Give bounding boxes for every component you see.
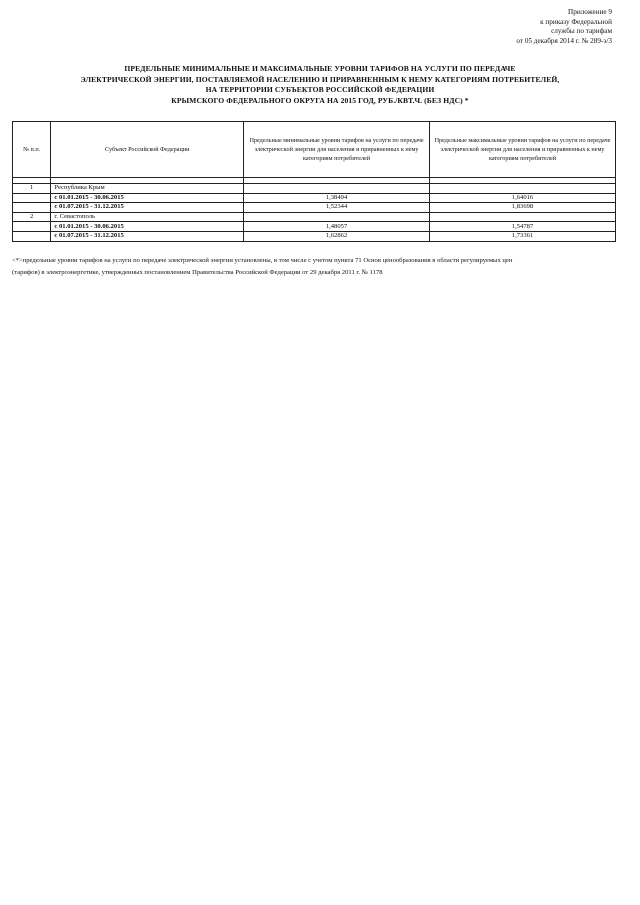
title-line: КРЫМСКОГО ФЕДЕРАЛЬНОГО ОКРУГА НА 2015 ГОД, РУБ./КВТ.Ч. (БЕЗ НДС) *: [171, 95, 469, 105]
cell-num: 1: [13, 184, 51, 194]
cell-num: 2: [13, 212, 51, 222]
tariff-table: [12, 121, 616, 242]
cell-num: [13, 231, 51, 241]
header-subject: Субъект Российской Федерации: [51, 122, 244, 178]
cell-min: 1,48057: [244, 222, 430, 232]
cell-min: [244, 212, 430, 222]
table-row: [13, 184, 616, 194]
cell-num: [13, 193, 51, 203]
title-line: ЭЛЕКТРИЧЕСКОЙ ЭНЕРГИИ, ПОСТАВЛЯЕМОЙ НАСЕЛЕНИЮ И ПРИРАВНЕННЫМ К НЕМУ КАТЕГОРИЯМ ПОТРЕБИТЕЛЕЙ,: [80, 74, 560, 84]
appendix-reference: [412, 8, 612, 46]
document-title: [40, 64, 600, 106]
cell-subject: г. Севастополь: [51, 212, 244, 222]
cell-subject: Республика Крым: [51, 184, 244, 194]
cell-max: 1,73361: [430, 231, 616, 241]
footnote: [12, 255, 618, 278]
table-row: [13, 222, 616, 232]
table-row: [13, 193, 616, 203]
appendix-line: Приложение 9: [568, 8, 612, 16]
cell-min: [244, 184, 430, 194]
cell-min: 1,62862: [244, 231, 430, 241]
cell-num: [13, 222, 51, 232]
appendix-line: к приказу Федеральной: [540, 17, 612, 26]
header-min-tariff: Предельные минимальные уровни тарифов на услуги по передаче электрической энергии для населения и приравненных к нему категориям потребителей: [244, 122, 430, 178]
cell-num: [13, 203, 51, 213]
cell-subject: с 01.07.2015 - 31.12.2015: [51, 231, 244, 241]
cell-subject: с 01.07.2015 - 31.12.2015: [51, 203, 244, 213]
title-line: НА ТЕРРИТОРИИ СУБЪЕКТОВ РОССИЙСКОЙ ФЕДЕРАЦИИ: [205, 85, 435, 95]
cell-max: [430, 212, 616, 222]
cell-max: 1,83698: [430, 203, 616, 213]
table-row: [13, 231, 616, 241]
cell-min: 1,38494: [244, 193, 430, 203]
cell-max: [430, 184, 616, 194]
table-row: [13, 212, 616, 222]
footnote-line: (тарифов) в электроэнергетике, утвержденных постановлением Правительства Российской Федерации от 29 декабря 2011 г. № 1178: [12, 268, 383, 276]
cell-min: 1,52344: [244, 203, 430, 213]
header-max-tariff: Предельные максимальные уровни тарифов на услуги по передаче электрической энергии для населения и приравненных к нему категориям потребителей: [430, 122, 616, 178]
table-row: [13, 203, 616, 213]
appendix-line: службы по тарифам: [551, 27, 612, 36]
title-line: ПРЕДЕЛЬНЫЕ МИНИМАЛЬНЫЕ И МАКСИМАЛЬНЫЕ УРОВНИ ТАРИФОВ НА УСЛУГИ ПО ПЕРЕДАЧЕ: [124, 64, 516, 73]
cell-subject: с 01.01.2015 - 30.06.2015: [51, 193, 244, 203]
cell-subject: с 01.01.2015 - 30.06.2015: [51, 222, 244, 232]
appendix-line: от 05 декабря 2014 г. № 289-э/3: [516, 36, 612, 45]
cell-max: 1,54787: [430, 222, 616, 232]
header-num: № п.п.: [13, 122, 51, 178]
table-header-row: [13, 122, 616, 178]
footnote-line: <*>предельные уровни тарифов на услуги по передаче электрической энергии установлены, в том числе с учетом пункта 71 Основ ценообразования в области регулируемых цен: [12, 257, 513, 264]
cell-max: 1,64016: [430, 193, 616, 203]
